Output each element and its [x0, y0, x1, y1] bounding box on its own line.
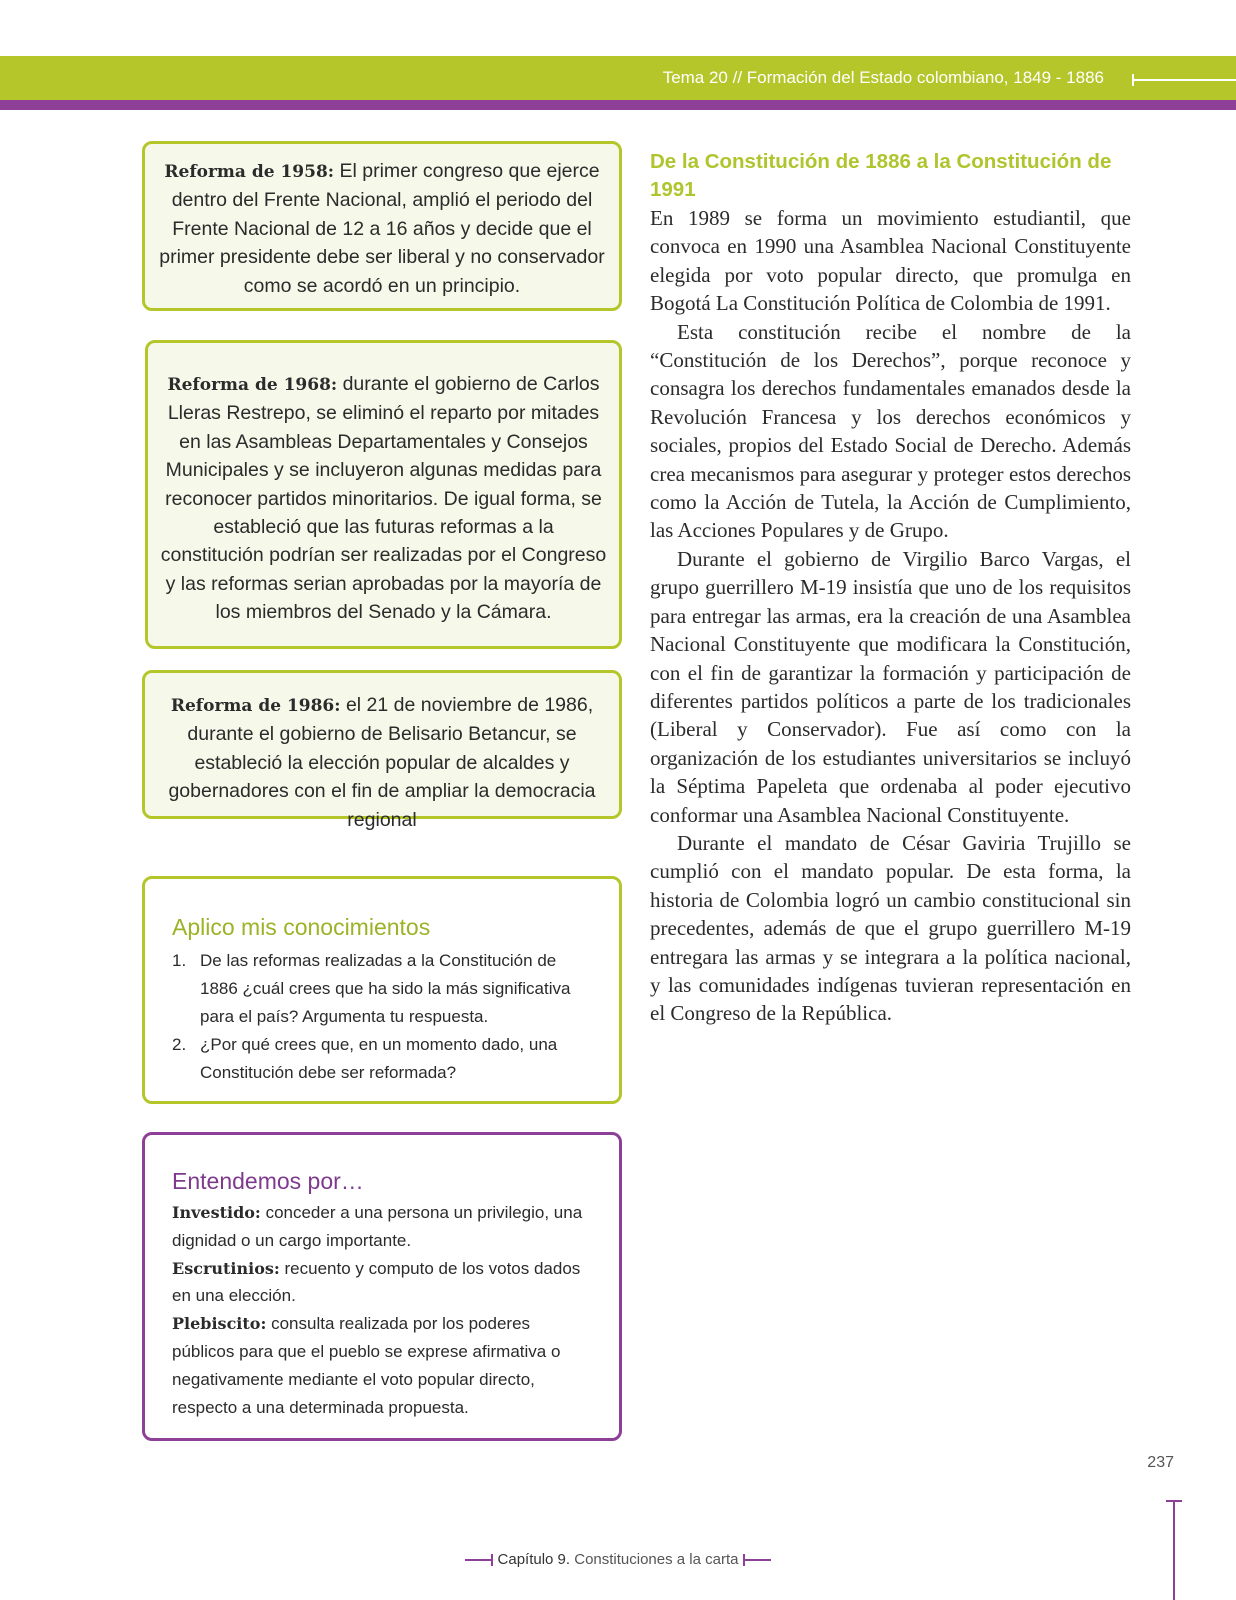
reform-box-1958 — [142, 141, 622, 311]
reform-label: Reforma de 1968: — [167, 375, 338, 395]
glossary-entry: Investido: conceder a una persona un privilegio, una dignidad o un cargo importante. — [172, 1203, 583, 1250]
activity-box — [142, 876, 622, 1104]
body-paragraph: Esta constitución recibe el nombre de la “Constitución de los Derechos”, porque reconoce y consagra los derechos fundamentales emanados desde la Revolución Francesa y los derechos económicos y sociales, propios del Estado Social de Derecho. Además crea mecanismos para asegurar y proteger estos derechos como la Acción de Tutela, la Acción de Cumplimiento, las Acciones Populares y de Grupo. — [650, 319, 1131, 543]
reform-box-1968 — [145, 340, 622, 649]
section-title: De la Constitución de 1886 a la Constitución de 1991 — [650, 150, 1112, 201]
footer — [0, 1551, 1236, 1568]
footer-rule-right — [743, 1559, 771, 1561]
glossary-box — [142, 1132, 622, 1441]
page-number: 237 — [1147, 1454, 1174, 1471]
footer-chapter-title: Constituciones a la carta — [570, 1551, 739, 1568]
footer-chapter: Capítulo 9. — [497, 1551, 571, 1568]
body-paragraph: Durante el mandato de César Gaviria Trujillo se cumplió con el mandato popular. De esta forma, la historia de Colombia logró un cambio constitucional sin precedentes, además de que el grupo guerrillero M-19 entregara las armas y se integrara a la política nacional, y las comunidades indígenas tuvieran representación en el Congreso de la República. — [650, 830, 1131, 1026]
reform-label: Reforma de 1986: — [170, 696, 341, 716]
body-paragraph: Durante el gobierno de Virgilio Barco Vargas, el grupo guerrillero M-19 insistía que uno de los requisitos para entregar las armas, era la creación de una Asamblea Nacional Constituyente que modificara la Constitución, con el fin de garantizar la formación y participación de diferentes partidos políticos a parte de los tradicionales (Liberal y Conservador). Fue así como con la organización de los estudiantes universitarios se incluyó la Séptima Papeleta que ordenaba al poder ejecutivo conformar una Asamblea Nacional Constituyente. — [650, 546, 1131, 827]
activity-title: Aplico mis conocimientos — [172, 914, 431, 940]
reform-text: el 21 de noviembre de 1986, durante el gobierno de Belisario Betancur, se estableció la elección popular de alcaldes y gobernadores con el fin de ampliar la democracia regional — [168, 694, 596, 831]
list-item: 2. ¿Por qué crees que, en un momento dado, una Constitución debe ser reformada? — [172, 1035, 558, 1082]
glossary-entry: Escrutinios: recuento y computo de los votos dados en una elección. — [172, 1258, 581, 1306]
list-item: 1. De las reformas realizadas a la Constitución de 1886 ¿cuál crees que ha sido la más significativa para el país? Argumenta tu respuesta. — [172, 951, 571, 1026]
margin-rule — [1173, 1500, 1175, 1600]
reform-text: El primer congreso que ejerce dentro del Frente Nacional, amplió el periodo del Frente Nacional de 12 a 16 años y decide que el primer presidente debe ser liberal y no conservador como se acordó en un principio. — [159, 160, 605, 297]
header-title: Tema 20 // Formación del Estado colombiano, 1849 - 1886 — [662, 68, 1104, 87]
reform-box-1986 — [142, 670, 622, 831]
body-paragraph: En 1989 se forma un movimiento estudiantil, que convoca en 1990 una Asamblea Nacional Constituyente elegida por voto popular directo, que promulga en Bogotá La Constitución Política de Colombia de 1991. — [650, 206, 1131, 316]
reform-label: Reforma de 1958: — [164, 162, 335, 182]
glossary-title: Entendemos por… — [172, 1168, 364, 1194]
header-stripe — [0, 100, 1236, 110]
header-rule — [1132, 79, 1236, 81]
glossary-entry: Plebiscito: consulta realizada por los poderes públicos para que el pueblo se exprese afirmativa o negativamente mediante el voto popular directo, respecto a una determinada propuesta. — [172, 1314, 561, 1417]
footer-rule-left — [465, 1559, 493, 1561]
glossary-list — [172, 1199, 595, 1421]
reform-text: durante el gobierno de Carlos Lleras Restrepo, se eliminó el reparto por mitades en las Asambleas Departamentales y Consejos Municipales y se incluyeron algunas medidas para reconocer partidos minoritarios. De igual forma, se estableció que las futuras reformas a la constitución podrían ser realizadas por el Congreso y las reformas serian aprobadas por la mayoría de los miembros del Senado y la Cámara. — [160, 373, 607, 624]
section-body — [650, 204, 1131, 1028]
activity-list — [172, 947, 593, 1087]
